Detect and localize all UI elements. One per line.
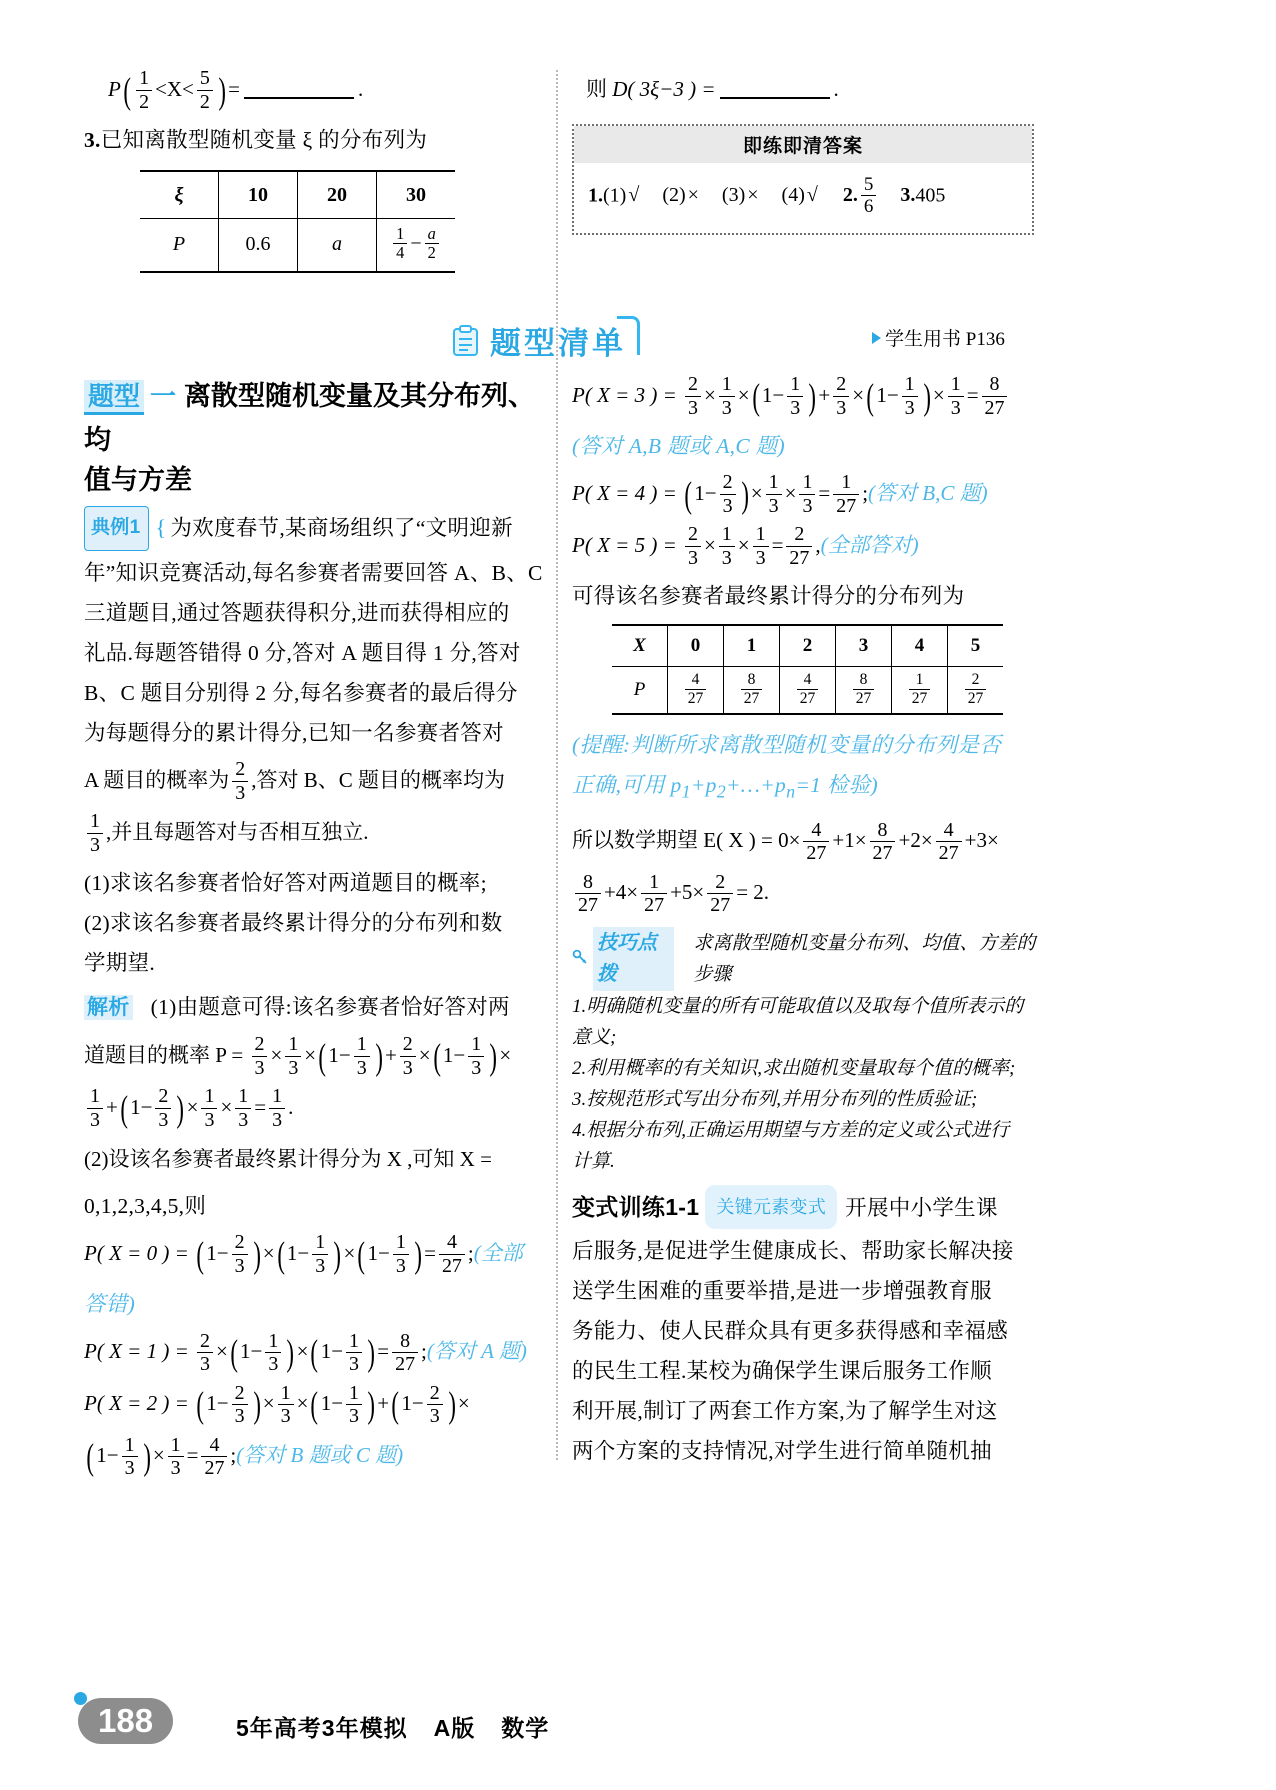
formula-px3-lhs: P( X = 3 ) = xyxy=(572,383,677,407)
frac-1-3-px3: $\frac{1}{3}$ xyxy=(719,373,735,419)
frac-1-3-d: $\frac{1}{3}$ xyxy=(87,1085,103,1131)
answer-1-4-mark: √ xyxy=(806,184,818,207)
reminder-line1: (提醒:判断所求离散型随机变量的分布列是否 xyxy=(572,732,1002,757)
frac-2-3-px0: $\frac{2}{3}$ xyxy=(232,1231,248,1277)
answer-3-label: 3. xyxy=(900,184,916,207)
frac-1-3-px2a: $\frac{1}{3}$ xyxy=(278,1382,294,1428)
fraction-a-over-2: $\frac{a}{2}$ xyxy=(425,225,439,263)
triangle-icon xyxy=(872,332,881,344)
formula-px4-lhs: P( X = 4 ) = xyxy=(572,481,677,506)
P-value-0 xyxy=(668,667,724,714)
frac-p5: $\frac{2}{27}$ xyxy=(965,671,987,707)
expectation-line2 xyxy=(572,871,1042,917)
frac-1-3-px5b: $\frac{1}{3}$ xyxy=(753,523,769,569)
main-left-column xyxy=(84,368,554,1486)
frac-p0: $\frac{4}{27}$ xyxy=(685,671,707,707)
analysis-intro: (1)由题意可得:该名参赛者恰好答对两 xyxy=(150,995,510,1020)
frac-p1: $\frac{8}{27}$ xyxy=(741,671,763,707)
xi-value-0: 10 xyxy=(219,171,298,219)
X-value-1: 1 xyxy=(724,625,780,667)
frac-p2: $\frac{4}{27}$ xyxy=(797,671,819,707)
formula-px0-lhs: P( X = 0 ) = xyxy=(84,1241,189,1266)
variant-block xyxy=(572,1187,1042,1231)
X-label: X xyxy=(612,625,668,667)
answer-1-label: 1. xyxy=(588,184,603,207)
example-1-line-0: 为欢度春节,某商场组织了“文明迎新 xyxy=(170,516,513,540)
answer-1-1-mark: √ xyxy=(628,184,640,207)
exp-term-0-coef: 0× xyxy=(778,828,801,853)
p-value-1: a xyxy=(298,219,377,272)
variant-line-5: 利开展,制订了两套工作方案,为了解学生对这 xyxy=(572,1399,998,1424)
answer-1-4-num: (4) xyxy=(781,184,805,207)
footer-text xyxy=(236,1710,549,1743)
part2-text: 设该名参赛者最终累计得分为 X ,可知 X = xyxy=(108,1147,492,1172)
minus-sign: − xyxy=(410,232,422,255)
answer-3-value: 405 xyxy=(915,184,946,207)
tips-heading-row xyxy=(572,927,1042,991)
distribution-intro: 可得该名参赛者最终累计得分的分布列为 xyxy=(572,584,965,609)
fraction-one-fourth: $\frac{1}{4}$ xyxy=(393,225,407,263)
frac-result-px5: $\frac{2}{27}$ xyxy=(786,523,812,569)
frac-2-3-c: $\frac{2}{3}$ xyxy=(155,1085,171,1131)
topic-tag: 题型 xyxy=(84,380,144,415)
question-3 xyxy=(84,120,554,160)
tips-item-0: 1.明确随机变量的所有可能取值以及取每个值所表示的 xyxy=(572,996,1024,1018)
formula-px0-note2: 答错) xyxy=(84,1292,136,1317)
formula-px4-note: (答对 B,C 题) xyxy=(868,481,988,506)
variant-key-tag: 关键元素变式 xyxy=(705,1185,837,1229)
distribution-table-X xyxy=(612,624,1003,715)
frac-2-3-px3b: $\frac{2}{3}$ xyxy=(833,373,849,419)
frac-1-3-b: $\frac{1}{3}$ xyxy=(354,1033,370,1079)
analysis-part2 xyxy=(84,1138,554,1180)
X-value-3: 3 xyxy=(836,625,892,667)
xi-label: ξ xyxy=(140,171,219,219)
p-label: P xyxy=(140,219,219,272)
topic-number: 一 xyxy=(150,381,177,411)
frac-1-3-px4a: $\frac{1}{3}$ xyxy=(766,471,782,517)
frac-2-3-px4: $\frac{2}{3}$ xyxy=(720,471,736,517)
student-book-label: 学生用书 P136 xyxy=(885,329,1005,350)
frac-p3: $\frac{8}{27}$ xyxy=(853,671,875,707)
section-banner xyxy=(452,318,636,363)
formula-px1: P( X = 1 ) = $\frac{2}{3}$ ×( 1− $\frac{1}{3}$ ) ×( 1− $\frac{1}{3}$ ) = $\frac{8}{27}$ ;(答对 A 题) xyxy=(84,1329,527,1375)
formula-px3: P( X = 3 ) = $\frac{2}{3}$ × $\frac{1}{3}$ ×( 1− $\frac{1}{3}$ ) + $\frac{2}{3}$ ×( 1− $\frac{1}{3}$ ) × $\frac{1}{3}$ = $\frac{8}{27}$ xyxy=(572,374,1042,420)
formula-px2: P( X = 2 ) = ( 1− $\frac{2}{3}$ ) × $\frac{1}{3}$ ×( 1− $\frac{1}{3}$ ) +( 1− $\frac{2}{3}$ ) × xyxy=(84,1381,470,1427)
example-1-prob-b xyxy=(84,811,554,857)
example-1-line-2: 三道题目,通过答题获得积分,进而获得相应的 xyxy=(84,601,510,625)
frac-1-3-px3c: $\frac{1}{3}$ xyxy=(902,373,918,419)
P-value-2 xyxy=(780,667,836,714)
frac-1-3-px3d: $\frac{1}{3}$ xyxy=(948,373,964,419)
topic-title-line1: 离散型随机变量及其分布列、均 xyxy=(84,381,536,455)
example-1-block xyxy=(84,508,554,553)
table-row xyxy=(612,667,1003,714)
reminder-part-d: =1 检验) xyxy=(795,772,878,797)
lead-word: 则 xyxy=(586,77,607,101)
frac-1-3-px2c: $\frac{1}{3}$ xyxy=(122,1434,138,1480)
p-value-0: 0.6 xyxy=(219,219,298,272)
answer-1-2-num: (2) xyxy=(662,184,686,207)
page-number: 188 xyxy=(78,1698,173,1744)
expectation-prefix: 所以数学期望 E( X ) = xyxy=(572,828,773,853)
answers-box-title: 即练即清答案 xyxy=(574,126,1032,163)
frac-1-3-px1a: $\frac{1}{3}$ xyxy=(265,1330,281,1376)
exp-term-1-coef: +1× xyxy=(832,828,867,853)
fraction-five-halves: $\frac{5}{2}$ xyxy=(197,67,213,113)
section-banner-row xyxy=(0,318,1276,364)
key-icon xyxy=(572,944,588,975)
answer-1-2-mark: × xyxy=(687,184,699,207)
footer-book-title: 5年高考3年模拟 xyxy=(236,1715,408,1741)
example-1-line-5: 为每题得分的累计得分,已知一名参赛者答对 xyxy=(84,721,504,745)
analysis-block xyxy=(84,987,554,1028)
example-tag-brace: { xyxy=(155,515,167,540)
frac-1-3-px2b: $\frac{1}{3}$ xyxy=(346,1382,362,1428)
P-value-3 xyxy=(836,667,892,714)
variance-formula: D( 3ξ−3 ) = xyxy=(612,77,716,101)
main-right-column xyxy=(572,368,1042,1471)
equals-sign: = xyxy=(228,77,240,101)
period: . xyxy=(833,77,839,101)
answer-2-label: 2. xyxy=(842,184,858,207)
frac-result-px4: $\frac{1}{27}$ xyxy=(833,471,859,517)
variant-line-4: 的民生工程.某校为确保学生课后服务工作顺 xyxy=(572,1359,992,1384)
prob-c-text: ,并且每题答对与否相互独立. xyxy=(105,820,369,845)
analysis-prefix: 道题目的概率 P = xyxy=(84,1043,244,1068)
example-1-question-1: (1)求该名参赛者恰好答对两道题目的概率; xyxy=(84,871,487,896)
frac-exp-3: $\frac{8}{27}$ xyxy=(575,871,601,917)
P-value-4 xyxy=(892,667,948,714)
fraction-two-thirds: $\frac{2}{3}$ xyxy=(232,758,248,804)
exp-term-2-coef: +2× xyxy=(898,828,933,853)
example-1-prob-a xyxy=(84,759,554,805)
frac-2-3: $\frac{2}{3}$ xyxy=(252,1033,268,1079)
tips-heading: 求离散型随机变量分布列、均值、方差的步骤 xyxy=(693,933,1036,986)
formula-px3-note: (答对 A,B 题或 A,C 题) xyxy=(572,434,785,459)
P-value-5 xyxy=(948,667,1004,714)
reminder-sub-3: n xyxy=(786,781,796,802)
question-3-number: 3. xyxy=(84,128,101,153)
frac-result-px0: $\frac{4}{27}$ xyxy=(439,1231,465,1277)
formula-px5: P( X = 5 ) = $\frac{2}{3}$ × $\frac{1}{3}$ × $\frac{1}{3}$ = $\frac{2}{27}$ ,(全部答对) xyxy=(572,523,919,569)
variant-line-2: 送学生困难的重要举措,是进一步增强教育服 xyxy=(572,1279,992,1304)
frac-exp-0: $\frac{4}{27}$ xyxy=(803,819,829,865)
formula-px2-note: (答对 B 题或 C 题) xyxy=(236,1443,404,1468)
part2-marker: (2) xyxy=(84,1147,109,1172)
footer-subject: 数学 xyxy=(501,1715,550,1741)
right-column xyxy=(572,62,1042,235)
variant-line-1: 后服务,是促进学生健康成长、帮助家长解决接 xyxy=(572,1239,1014,1264)
reminder-line2 xyxy=(572,765,1042,811)
p-value-2 xyxy=(377,219,456,272)
frac-1-3: $\frac{1}{3}$ xyxy=(285,1033,301,1079)
formula-px5-note: (全部答对) xyxy=(820,533,919,558)
tips-block xyxy=(572,927,1042,1177)
frac-exp-4: $\frac{1}{27}$ xyxy=(641,871,667,917)
example-1-line-1: 年”知识竞赛活动,每名参赛者需要回答 A、B、C xyxy=(84,561,543,585)
frac-2-3-b: $\frac{2}{3}$ xyxy=(400,1033,416,1079)
expectation-result: = 2. xyxy=(736,880,770,905)
X-value-4: 4 xyxy=(892,625,948,667)
fraction-one-third: $\frac{1}{3}$ xyxy=(87,810,103,856)
variant-line-3: 务能力、使人民群众具有更多获得感和幸福感 xyxy=(572,1319,1009,1344)
exp-term-3-coef: +3× xyxy=(964,828,999,853)
P-label: P xyxy=(612,667,668,714)
tips-item-2: 2.利用概率的有关知识,求出随机变量取每个值的概率; xyxy=(572,1058,1016,1080)
reminder-sub-2: 2 xyxy=(716,781,726,802)
inequality-text: <X< xyxy=(155,77,194,101)
frac-2-3-px2: $\frac{2}{3}$ xyxy=(232,1382,248,1428)
reminder-sub-1: 1 xyxy=(681,781,691,802)
answer-blank xyxy=(244,76,354,99)
variant-line-6: 两个方案的支持情况,对学生进行简单随机抽 xyxy=(572,1439,992,1464)
prob-P-symbol: P xyxy=(108,77,121,101)
answers-box xyxy=(572,124,1034,235)
frac-exp-1: $\frac{8}{27}$ xyxy=(870,819,896,865)
table-row xyxy=(140,219,455,272)
prob-b-text: ,答对 B、C 题目的概率均为 xyxy=(251,768,505,792)
formula-px2-cont: ( 1− $\frac{1}{3}$ ) × $\frac{1}{3}$ = $\frac{4}{27}$ ;(答对 B 题或 C 题) xyxy=(86,1433,404,1479)
variant-tag: 变式训练1-1 xyxy=(572,1194,700,1221)
tips-item-5: 计算. xyxy=(572,1151,615,1173)
student-book-reference xyxy=(872,324,1005,351)
page-footer xyxy=(0,1698,1276,1754)
table-row xyxy=(140,171,455,219)
section-banner-title: 题型清单 xyxy=(490,326,626,361)
variant-line-0: 开展中小学生课 xyxy=(845,1196,998,1221)
analysis-tag: 解析 xyxy=(84,995,133,1020)
question-3-text: 已知离散型随机变量 ξ 的分布列为 xyxy=(100,128,428,153)
formula-px0: P( X = 0 ) = ( 1− $\frac{2}{3}$ ) ×( 1− $\frac{1}{3}$ ) ×( 1− $\frac{1}{3}$ ) = $\frac{4}{27}$ ;(全部 xyxy=(84,1231,523,1277)
frac-p4: $\frac{1}{27}$ xyxy=(909,671,931,707)
frac-1-3-px5a: $\frac{1}{3}$ xyxy=(719,523,735,569)
variance-expression xyxy=(586,68,1042,110)
frac-result-px1: $\frac{8}{27}$ xyxy=(392,1330,418,1376)
tips-item-4: 4.根据分布列,正确运用期望与方差的定义或公式进行 xyxy=(572,1120,1010,1142)
table-row xyxy=(612,625,1003,667)
answer-1-3-mark: × xyxy=(747,184,759,207)
answer-1-1-num: (1) xyxy=(603,184,627,207)
frac-1-3-px1b: $\frac{1}{3}$ xyxy=(346,1330,362,1376)
frac-1-3-px2d: $\frac{1}{3}$ xyxy=(168,1434,184,1480)
frac-result-px3: $\frac{8}{27}$ xyxy=(982,373,1008,419)
clipboard-icon xyxy=(452,325,479,357)
left-column xyxy=(84,62,554,281)
X-value-0: 0 xyxy=(668,625,724,667)
answers-box-body xyxy=(574,163,1032,233)
P-value-1 xyxy=(724,667,780,714)
frac-1-3-f: $\frac{1}{3}$ xyxy=(235,1085,251,1131)
analysis-formula-line1: 道题目的概率 P = $\frac{2}{3}$ × $\frac{1}{3}$ ×( 1− $\frac{1}{3}$ ) + $\frac{2}{3}$ ×( 1− $\frac{1}{3}$ ) × xyxy=(84,1033,512,1079)
frac-2-3-px2b: $\frac{2}{3}$ xyxy=(427,1382,443,1428)
frac-1-3-c: $\frac{1}{3}$ xyxy=(468,1033,484,1079)
frac-exp-2: $\frac{4}{27}$ xyxy=(936,819,962,865)
answer-2-fraction: $\frac{5}{6}$ xyxy=(861,174,877,218)
exp-l2-1-coef: +4× xyxy=(603,880,639,905)
example-1-question-2b: 学期望. xyxy=(84,951,156,976)
example-1-line-3: 礼品.每题答错得 0 分,答对 A 题目得 1 分,答对 xyxy=(84,641,521,665)
frac-2-3-px5: $\frac{2}{3}$ xyxy=(685,523,701,569)
example-1-question-2a: (2)求该名参赛者最终累计得分的分布列和数 xyxy=(84,911,503,936)
expectation-line1 xyxy=(572,819,1042,865)
frac-result-px2: $\frac{4}{27}$ xyxy=(201,1434,227,1480)
formula-px4: P( X = 4 ) = ( 1− $\frac{2}{3}$ ) × $\frac{1}{3}$ × $\frac{1}{3}$ = $\frac{1}{27}$ ;(答对 B,C 题) xyxy=(572,471,988,517)
example-1-line-4: B、C 题目分别得 2 分,每名参赛者的最后得分 xyxy=(84,681,518,705)
xi-value-1: 20 xyxy=(298,171,377,219)
topic-heading-line2: 值与方差 xyxy=(84,465,192,495)
frac-1-3-px0b: $\frac{1}{3}$ xyxy=(393,1231,409,1277)
answer-blank-variance xyxy=(720,76,830,99)
xi-value-2: 30 xyxy=(377,171,456,219)
formula-px2-lhs: P( X = 2 ) = xyxy=(84,1391,189,1416)
tips-item-3: 3.按规范形式写出分布列,并用分布列的性质验证; xyxy=(572,1089,978,1111)
topic-heading xyxy=(84,374,554,462)
frac-1-3-result: $\frac{1}{3}$ xyxy=(269,1085,285,1131)
frac-1-3-px3b: $\frac{1}{3}$ xyxy=(787,373,803,419)
reminder-part-a: 正确,可用 p xyxy=(572,772,682,797)
answer-1-3-num: (3) xyxy=(721,184,746,207)
exp-l2-2-coef: +5× xyxy=(670,880,705,905)
reminder-part-b: +p xyxy=(690,772,717,797)
tips-item-1: 意义; xyxy=(572,1027,617,1049)
tips-tag: 技巧点拨 xyxy=(593,927,674,991)
probability-expression: P( $\frac{1}{2}$ <X< $\frac{5}{2}$ ) = . xyxy=(108,67,364,113)
formula-px1-lhs: P( X = 1 ) = xyxy=(84,1339,189,1364)
period: . xyxy=(357,77,364,101)
prob-a-text: A 题目的概率为 xyxy=(84,768,230,792)
frac-1-3-px4b: $\frac{1}{3}$ xyxy=(799,471,815,517)
formula-px0-note: (全部 xyxy=(473,1241,523,1266)
formula-px5-lhs: P( X = 5 ) = xyxy=(572,533,677,558)
analysis-formula-line2: $\frac{1}{3}$ +( 1− $\frac{2}{3}$ ) × $\frac{1}{3}$ × $\frac{1}{3}$ = $\frac{1}{3}$ . xyxy=(84,1086,554,1132)
frac-1-3-px0a: $\frac{1}{3}$ xyxy=(312,1231,328,1277)
frac-2-3-px1: $\frac{2}{3}$ xyxy=(197,1330,213,1376)
X-value-5: 5 xyxy=(948,625,1004,667)
frac-exp-5: $\frac{2}{27}$ xyxy=(707,871,733,917)
distribution-table-xi xyxy=(140,170,455,273)
X-value-2: 2 xyxy=(780,625,836,667)
example-1-tag: 典例1 xyxy=(84,506,149,551)
reminder-part-c: +…+p xyxy=(726,772,787,797)
frac-2-3-px3: $\frac{2}{3}$ xyxy=(685,373,701,419)
frac-1-3-e: $\frac{1}{3}$ xyxy=(201,1085,217,1131)
column-divider xyxy=(556,70,558,1460)
fraction-one-half: $\frac{1}{2}$ xyxy=(136,67,152,113)
analysis-part2-values: 0,1,2,3,4,5,则 xyxy=(84,1194,207,1219)
formula-px1-note: (答对 A 题) xyxy=(426,1339,527,1364)
footer-edition: A版 xyxy=(433,1715,476,1741)
